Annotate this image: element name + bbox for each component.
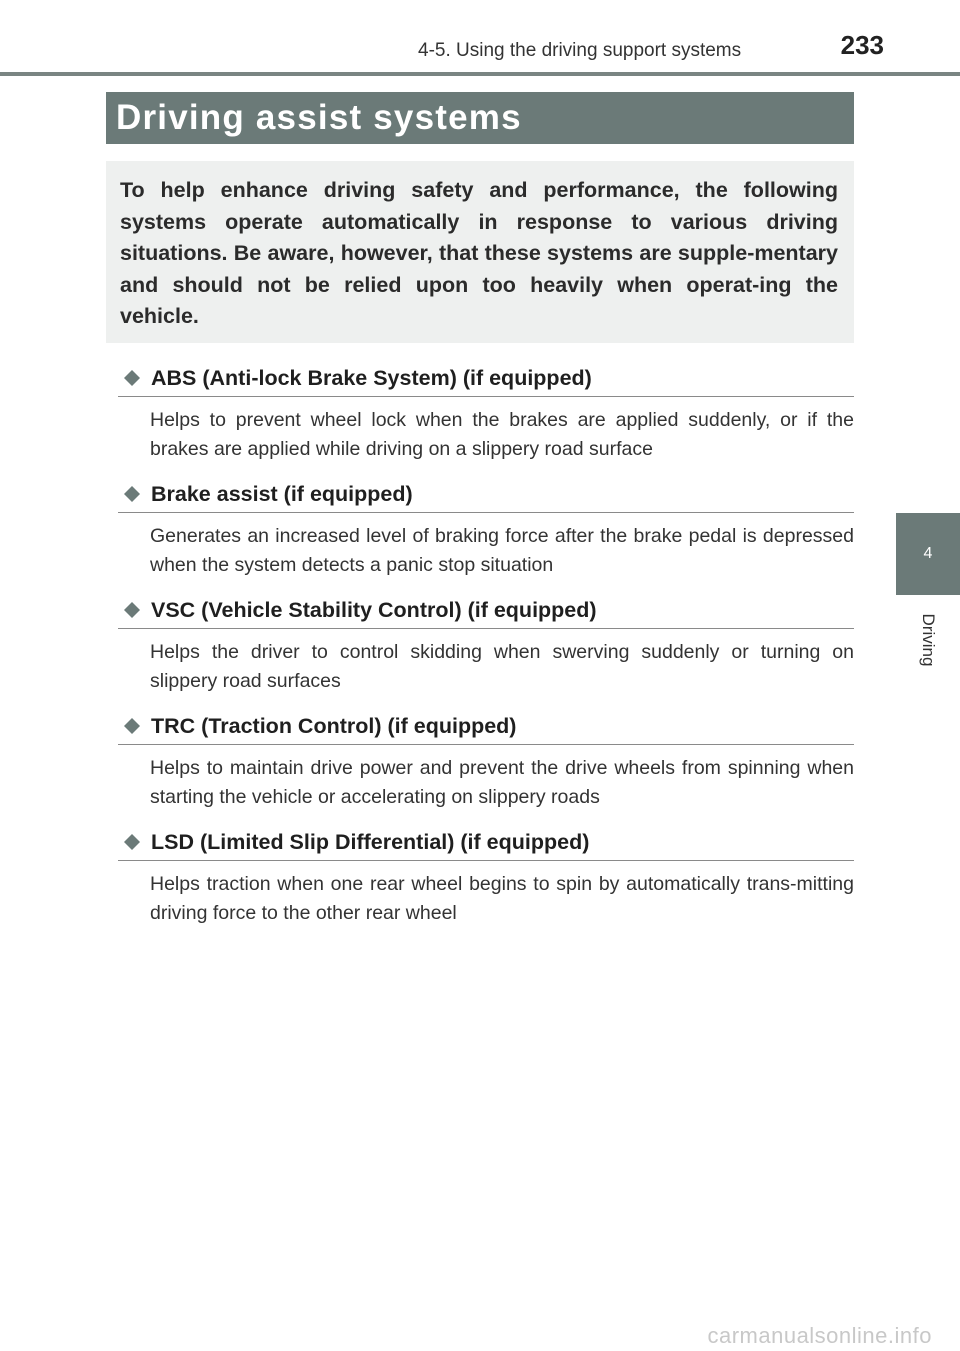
diamond-bullet-icon (124, 370, 140, 386)
section-body: Helps to maintain drive power and prevent the drive wheels from spinning when starting the vehicle or accelerating on slippery roads (150, 757, 854, 808)
page-title-bar (106, 92, 854, 144)
diamond-bullet-icon (124, 602, 140, 618)
section-brake-assist (118, 476, 854, 580)
section-body: Helps traction when one rear wheel begins to spin by automatically trans-mitting driving force to the other rear wheel (150, 873, 854, 924)
section-body: Generates an increased level of braking force after the brake pedal is depressed when the system detects a panic stop situation (150, 525, 854, 576)
chapter-tab (896, 513, 960, 595)
diamond-bullet-icon (124, 718, 140, 734)
diamond-bullet-icon (124, 486, 140, 502)
section-abs (118, 360, 854, 464)
intro-text: To help enhance driving safety and performance, the following systems operate automatically in response to various driving situations. Be aware, however, that these systems are supple-mentary and should not be relied upon too heavily when operat-ing the vehicle. (120, 178, 838, 328)
section-title: TRC (Traction Control) (if equipped) (151, 713, 517, 738)
page-title: Driving assist systems (116, 98, 522, 137)
diamond-bullet-icon (124, 834, 140, 850)
header-divider (0, 72, 960, 76)
header-section-title: 4-5. Using the driving support systems (418, 40, 742, 61)
chapter-number: 4 (923, 545, 933, 562)
chapter-label: Driving (919, 613, 938, 667)
page-number: 233 (840, 30, 884, 60)
section-title: VSC (Vehicle Stability Control) (if equipped) (151, 597, 597, 622)
section-heading (118, 360, 854, 397)
section-title: LSD (Limited Slip Differential) (if equipped) (151, 829, 590, 854)
section-heading (118, 708, 854, 745)
section-body: Helps the driver to control skidding when swerving suddenly or turning on slippery road surfaces (150, 641, 854, 692)
section-trc (118, 708, 854, 812)
section-heading (118, 476, 854, 513)
section-heading (118, 592, 854, 629)
section-title: ABS (Anti-lock Brake System) (if equipped) (151, 365, 592, 390)
section-body: Helps to prevent wheel lock when the brakes are applied suddenly, or if the brakes are applied while driving on a slippery road surface (150, 409, 854, 460)
section-lsd (118, 824, 854, 928)
section-vsc (118, 592, 854, 696)
watermark: carmanualsonline.info (707, 1323, 932, 1348)
section-title: Brake assist (if equipped) (151, 481, 413, 506)
intro-box (106, 161, 854, 343)
section-heading (118, 824, 854, 861)
